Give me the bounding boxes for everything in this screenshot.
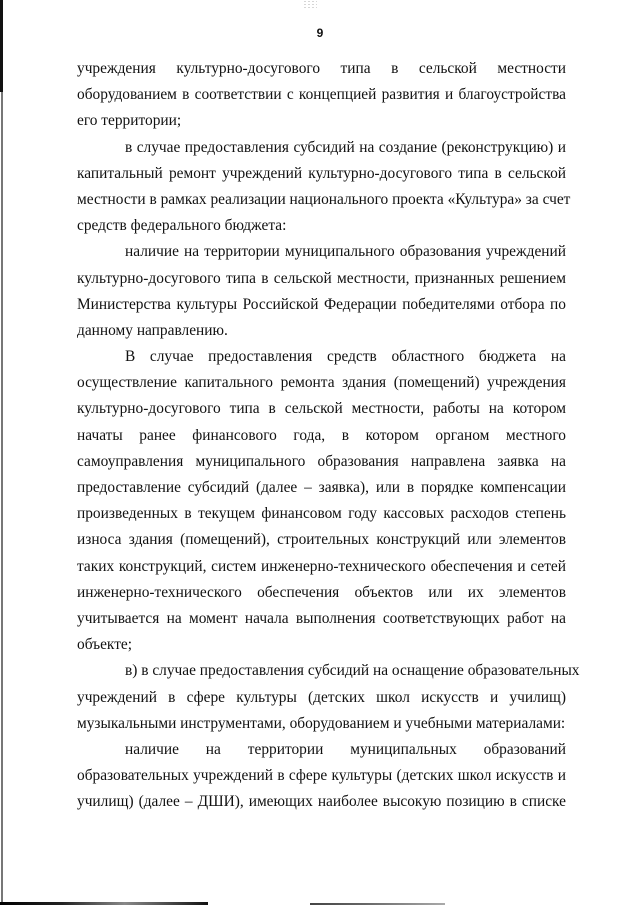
text-line: учитывается на момент начала выполнения соответствующих работ на <box>77 609 566 627</box>
text-line: таких конструкций, систем инженерно-технического обеспечения и сетей <box>77 557 566 575</box>
text-line: самоуправления муниципального образования направлена заявка на <box>77 452 566 470</box>
text-line: учреждений в сфере культуры (детских школ искусств и училищ) <box>77 688 566 706</box>
text-line: начаты ранее финансового года, в котором органом местного <box>77 426 566 444</box>
scan-edge-artifact <box>0 0 3 92</box>
paragraph <box>77 658 580 737</box>
text-line: учреждения культурно-досугового типа в сельской местности <box>77 60 566 77</box>
text-line: местности в рамках реализации национального проекта «Культура» за счет <box>77 190 571 208</box>
text-line: училищ) (далее – ДШИ), имеющих наиболее высокую позицию в списке <box>77 793 566 811</box>
scan-dots-artifact <box>303 0 317 8</box>
paragraph <box>77 56 566 135</box>
text-line: культурно-досугового типа в сельской местности, признанных решением <box>77 269 566 287</box>
text-line: образовательных учреждений в сфере культуры (детских школ искусств и <box>77 767 566 785</box>
paragraph <box>77 135 571 240</box>
text-line: износа здания (помещений), строительных конструкций или элементов <box>77 531 566 549</box>
paragraph <box>77 344 566 658</box>
scan-edge-artifact <box>1 92 3 905</box>
text-line: объекте; <box>77 636 133 654</box>
text-line: предоставление субсидий (далее – заявка), или в порядке компенсации <box>77 479 566 496</box>
text-line: Министерства культуры Российской Федерации победителями отбора по <box>77 295 566 313</box>
document-body <box>77 56 580 815</box>
text-line: культурно-досугового типа в сельской местности, работы на котором <box>77 400 566 418</box>
text-line: инженерно-технического обеспечения объектов или их элементов <box>77 583 566 601</box>
text-line: В случае предоставления средств областного бюджета на <box>125 348 566 366</box>
page-number: 9 <box>316 26 324 40</box>
text-line: осуществление капитального ремонта здания (помещений) учреждения <box>77 374 566 392</box>
text-line: музыкальными инструментами, оборудованием и учебными материалами: <box>77 714 566 732</box>
text-line: средств федерального бюджета: <box>77 217 287 235</box>
text-line: его территории; <box>77 112 182 130</box>
text-line: наличие на территории муниципальных образований <box>125 740 566 758</box>
text-line: оборудованием в соответствии с концепцией развития и благоустройства <box>77 86 566 104</box>
text-line: данному направлению. <box>77 321 228 339</box>
text-line: в) в случае предоставления субсидий на оснащение образовательных <box>125 662 580 680</box>
paragraph <box>77 239 566 344</box>
text-line: произведенных в текущем финансовом году кассовых расходов степень <box>77 505 566 523</box>
text-line: капитальный ремонт учреждений культурно-досугового типа в сельской <box>77 164 566 182</box>
paragraph <box>77 737 566 816</box>
text-line: в случае предоставления субсидий на создание (реконструкцию) и <box>125 138 566 156</box>
text-line: наличие на территории муниципального образования учреждений <box>125 243 566 261</box>
